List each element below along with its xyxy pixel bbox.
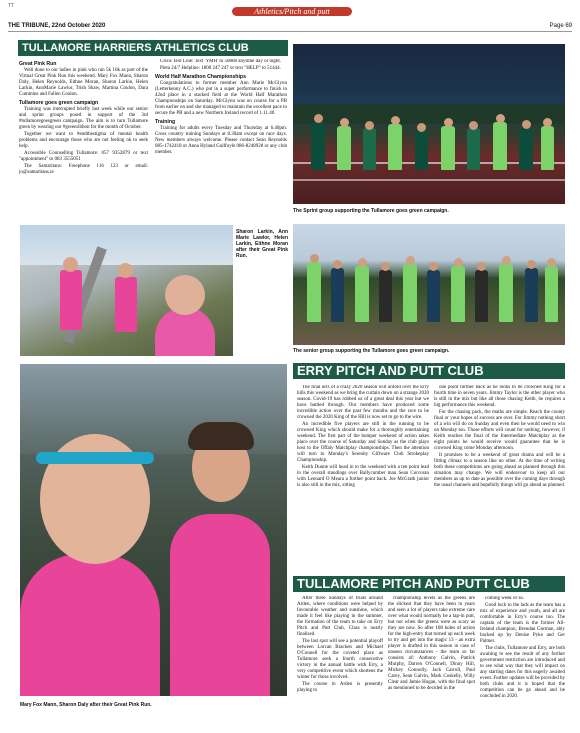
- athlete: [541, 126, 554, 170]
- athlete-head: [469, 121, 478, 130]
- track-line: [293, 179, 565, 181]
- athlete-head: [358, 258, 367, 267]
- senior-photo-caption: The senior group supporting the Tullamore goes green campaign.: [293, 348, 450, 354]
- athlete: [441, 126, 455, 170]
- paragraph: Pieta 24/7 Helpline: 1800 247 247 or text "HELP" to 51444.: [160, 66, 281, 71]
- paragraph: It promises to be a weekend of great drama and will be a fitting climax to a season like no other. At the time of writing both these competitions are going ahead as planned through this situation may change. We will endeavour to keep all our members as up to date as possible over the coming days through the usual channels and hopefully things will go ahead as planned.: [434, 453, 565, 488]
- page-top-mark: TT: [8, 3, 15, 9]
- athlete: [403, 264, 417, 322]
- runner-shirt: [170, 514, 270, 696]
- sprint-photo-caption: The Sprint group supporting the Tullamore goes green campaign.: [293, 208, 449, 214]
- athlete: [363, 128, 376, 170]
- athlete: [467, 128, 480, 170]
- athlete: [475, 270, 488, 322]
- athlete-head: [547, 258, 556, 267]
- athlete-head: [454, 258, 463, 267]
- tpp-column-3: [480, 596, 565, 726]
- big-photo-caption: Mary Fox Mann, Sharon Daly after their Great Pink Run.: [20, 702, 152, 708]
- paragraph: The clubs, Tullamore and Erry, are both awaiting to see the result of any further government restriction are introduced and to see what way that they will impact on any starting dates for this eagerly awaited event. Further updates will be provided by both clubs and it is hoped that the competition can be go ahead and be concluded in 2020.: [480, 646, 565, 699]
- athlete: [451, 266, 465, 322]
- athlete-head: [310, 254, 319, 263]
- athlete-head: [429, 262, 438, 271]
- subheading: Great Pink Run: [19, 61, 57, 67]
- harriers-column-2: [155, 59, 287, 219]
- harriers-column-1: [19, 59, 148, 219]
- athlete-head: [340, 118, 349, 127]
- photo-sky: [20, 225, 233, 265]
- athlete-head: [391, 116, 400, 125]
- runner: [115, 277, 137, 332]
- athlete: [525, 268, 538, 322]
- athlete: [311, 122, 325, 170]
- runner: [60, 270, 82, 330]
- athlete-head: [527, 260, 536, 269]
- paragraph: Well done to our ladies in pink who ran 5k 10k as part of the Virtual Great Pink Run this weekend. Mary Fox Mann, Sharon Daly, Helen Reynolds, Eithne Moran, Sharon Larkin, Helen Larkin, AnnMarie Lawlor, Trish Shaw, Martina Coulon, Dara Cummins and Fallen Coulon.: [19, 68, 148, 97]
- athlete-head: [406, 256, 415, 265]
- paragraph: Keith Dunne will head in to the weekend with a ten point lead in the overall standings over Ballycumber man Sean Corcoran with Leonard O Meara a further point back. Joe McGrath junior is also still in the mix, sitting: [297, 465, 429, 488]
- athlete: [519, 128, 533, 170]
- paragraph: coming week or so.: [485, 596, 525, 601]
- athlete: [545, 266, 558, 322]
- harriers-banner: TULLAMORE HARRIERS ATHLETICS CLUB: [18, 40, 288, 56]
- athlete-head: [543, 118, 552, 127]
- athlete: [499, 264, 513, 322]
- headband: [36, 452, 154, 464]
- athlete-head: [333, 260, 342, 269]
- paper-dateline: THE TRIBUNE, 22nd October 2020: [8, 23, 106, 29]
- tpp-column-2: [388, 596, 475, 726]
- athlete-head: [314, 114, 323, 123]
- paragraph: The final acts of a crazy 2020 season will unfold over the Erry hills this weekend as we bring the curtain down on a strange 2020 season. Covid-19 has robbed us of a great deal this year but we have battled through. Our members have produced some incredible action over the past few months and the race to be crowned the 2020 King of the Hill is now set to go to the wire.: [297, 385, 429, 420]
- runner-hair: [188, 422, 254, 450]
- athlete: [415, 130, 428, 170]
- section-label: Athletics/Pitch and putt: [232, 7, 352, 16]
- athlete-head: [502, 256, 511, 265]
- runner-head: [118, 263, 133, 278]
- page-number: Page 69: [549, 23, 572, 29]
- runner-head: [63, 257, 78, 272]
- paragraph: Crisis Text Line: Text 'YMH' to 50808 anytime day or night.: [160, 59, 282, 64]
- subheading: Tullamore goes green campaign: [19, 100, 99, 106]
- runner-head: [165, 275, 205, 315]
- paragraph: championship levels as the greens are the slickest that they have been in years and seen a lot of players take extreme care over what would normally be a tap-in putt, but not when the greens were as scary as they are now. So after 108 holes of action for the high-entry that turned up each week to try and get into the magic 13 - an extra player is drafted in this season in case of unseen circumstances - the team so far consists of: Anthony Galvin, Patrick Murphy, Darren O'Connell, Dinny Hill, Mickey Connolly, Jack Carroll, Paul Carey, Sean Galvin, Mark Coskelly, Willy Clear and Jamie Hogan, with the final spot as mentioned to be decided in the: [388, 596, 475, 691]
- athlete-head: [444, 118, 453, 127]
- paragraph: An incredible five players are still in the running to be crowned King which should make for a thoroughly entertaining weekend. The first part of the bumper weekend of action takes place over the course of Saturday and Sunday as the club plays host to the Offaly Matchplay championships. Then the attention will turn to Monday's Serenity Giftware Club Strokeplay Championship.: [297, 422, 429, 463]
- athlete-head: [522, 120, 531, 129]
- athlete: [337, 126, 351, 170]
- paragraph: one point further back as he looks to be crowned King for a fourth time in seven years. Jimmy Taylor is the other player who is still in the mix but like all those chasing Keith, he requires a big performance this weekend.: [434, 385, 565, 408]
- paragraph: Accessible Counselling Tullamore: 057 9352879 or text "appointment" to 083 3555051: [19, 151, 148, 162]
- erry-column-2: [434, 385, 565, 575]
- athlete-head: [496, 114, 505, 123]
- athlete-head: [381, 262, 390, 271]
- athlete: [388, 124, 402, 170]
- erry-banner: ERRY PITCH AND PUTT CLUB: [293, 363, 565, 379]
- runner-shirt: [20, 554, 160, 696]
- paragraph: The Samaritans: Freephone 116 123 or email: jo@samaritans.ie: [19, 164, 148, 175]
- paragraph: The course in Arden is presently playing to: [297, 682, 383, 693]
- subheading: World Half Marathon Championships: [155, 74, 246, 80]
- tpp-banner: TULLAMORE PITCH AND PUTT CLUB: [293, 576, 565, 592]
- sprint-group-photo: [293, 44, 565, 204]
- paragraph: The last spot will see a potential playoff between Lorcan Bracken and Michael O'Connell for the coveted place as Tullamore seek a fourth consecutive victory in the annual battle with Erry, a very competitive event which shortens the winter for those involved.: [297, 639, 383, 680]
- athlete: [307, 262, 321, 322]
- athlete-head: [417, 123, 426, 132]
- athlete-head: [477, 262, 486, 271]
- athlete: [427, 270, 440, 322]
- athlete: [379, 270, 392, 322]
- athlete-head: [365, 121, 374, 130]
- tpp-column-1: [297, 596, 383, 726]
- athlete: [355, 266, 369, 322]
- athlete: [493, 122, 507, 170]
- paragraph: Congratulations to former member Ann Marie McGlynn (Letterkenny A.C.) who put in a super performance to finish in 42nd place in a stacked field at the World Half Marathon Championships on Saturday. McGlynn was on course for a PB from earlier on and she managed to maintain the excellent pace to secure the PB and a new Northern Ireland record of 1.11.40.: [155, 81, 287, 116]
- paragraph: Training for adults every Tuesday and Thursday at 6.40pm. Cross country training Sundays at 8.30am except on race days. New members always welcome. Please contact Sean Reynolds 085-1742418 or Anna Hyland Gullfoyle 086-8248928 or any club member.: [155, 126, 287, 155]
- header-rule: [8, 31, 572, 32]
- paragraph: For the chasing pack, the maths are simple. Reach the county final or your hopes of success are over. For Jimmy nothing short of a win will do on Sunday and even then he would need to win on Monday too. Those efforts will count for nothing, however, if Keith reaches the final of the Intermediate Matchplay as the eight points he would receive would guarantee that he is crowned King come Monday afternoon.: [434, 410, 565, 451]
- paragraph: Good luck to the lads as the team has a mix of experience and youth, and all are comfortable in Erry's course too. The captain of the team is the former All-Ireland champion, Brendan Gorman, ably backed up by Denise Pyke and Ger Palmer.: [480, 603, 565, 644]
- paragraph: After three Sundays of trials around Arden, where conditions were helped by favourable weather and sunshine, which made it feel like playing in the summer, the formation of the team to take on Erry Pitch and Putt Club, Clara is nearly finalised.: [297, 596, 383, 637]
- senior-group-photo: [293, 224, 565, 345]
- subheading: Training: [155, 119, 176, 125]
- pink-run-caption: Sharon Larkin, Ann Marie Lawlor, Helen Larkin, Eithne Moran after their Great Pink Run.: [236, 229, 288, 259]
- big-pink-run-photo: [20, 364, 287, 696]
- paragraph: Together we want to #endthestigma of mental health problems and encourage those who are not feeling ok to seek help.: [19, 132, 148, 149]
- pink-run-photo: [20, 225, 233, 356]
- erry-column-1: [297, 385, 429, 575]
- paragraph: Training was interrupted briefly last week while our senior and sprint groups posed in support of the 3rd #tullamoregoesgreen campaign. The aim is to turn Tullamore green by wearing our #greenribbon for the month of October.: [19, 107, 148, 130]
- athlete: [331, 268, 344, 322]
